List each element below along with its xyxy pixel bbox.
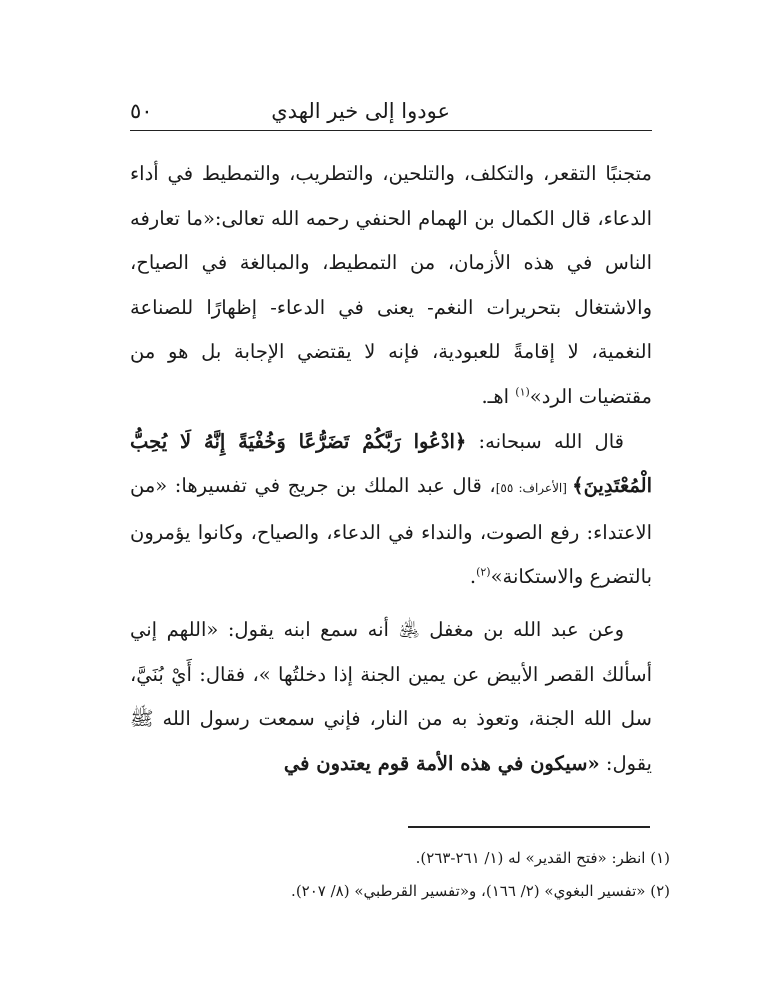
paragraph-text: اهـ. [481,384,516,408]
main-text [130,152,652,786]
paragraph [130,608,652,786]
running-title: عودوا إلى خير الهدي [271,99,450,123]
paragraph-text: ، قال عبد الملك بن جريج في تفسيرها: «من الاعتداء: رفع الصوت، والنداء في الدعاء، والصياح، وكانوا يؤمرون بالتضرع والاستكانة» [130,474,652,589]
footnote-marker: (٢) [476,565,491,579]
paragraph [130,152,652,420]
paragraph-text: . [469,565,477,589]
footnote-divider [408,826,650,828]
paragraph-text: قال الله سبحانه: [466,429,624,453]
header-divider [130,130,652,131]
paragraph [130,420,652,600]
quran-verse: ﴿ادْعُوا رَبَّكُمْ تَضَرُّعًا وَخُفْيَةً إِنَّهُ لَا يُحِبُّ الْمُعْتَدِينَ﴾ [130,429,652,498]
footnote: (١) انظر: «فتح القدير» له (١/ ٢٦١-٢٦٣). [415,849,670,867]
hadith-quote: «سيكون في هذه الأمة قوم يعتدون في [283,751,600,775]
footnote-marker: (١) [515,385,530,399]
footnotes [130,842,670,908]
paragraph-text: متجنبًا التقعر، والتكلف، والتلحين، والتطريب، والتمطيط في أداء الدعاء، قال الكمال بن الهمام الحنفي رحمه الله تعالى:«ما تعارفه الناس في هذه الأزمان، من التمطيط، والمبالغة في الصياح، والاشتغال بتحريرات النغم- يعنى في الدعاء- إظهارًا للصناعة النغمية، لا إقامةً للعبودية، فإنه لا يقتضي الإجابة بل هو من مقتضيات الرد» [130,162,652,408]
footnote: (٢) «تفسير البغوي» (٢/ ١٦٦)، و«تفسير القرطبي» (٨/ ٢٠٧). [291,882,670,900]
verse-citation: [الأعراف: ٥٥] [495,481,573,496]
paragraph-text: وعن عبد الله بن مغفل ﵁ أنه سمع ابنه يقول: «اللهم إني أسألك القصر الأبيض عن يمين الجنة إذا دخلتُها »، فقال: أَيْ بُنَيَّ، سل الله الجنة، وتعوذ به من النار، فإني سمعت رسول الله ﷺ يقول: [130,617,652,775]
running-header [130,96,650,128]
page-number: ٥٠ [130,99,153,123]
